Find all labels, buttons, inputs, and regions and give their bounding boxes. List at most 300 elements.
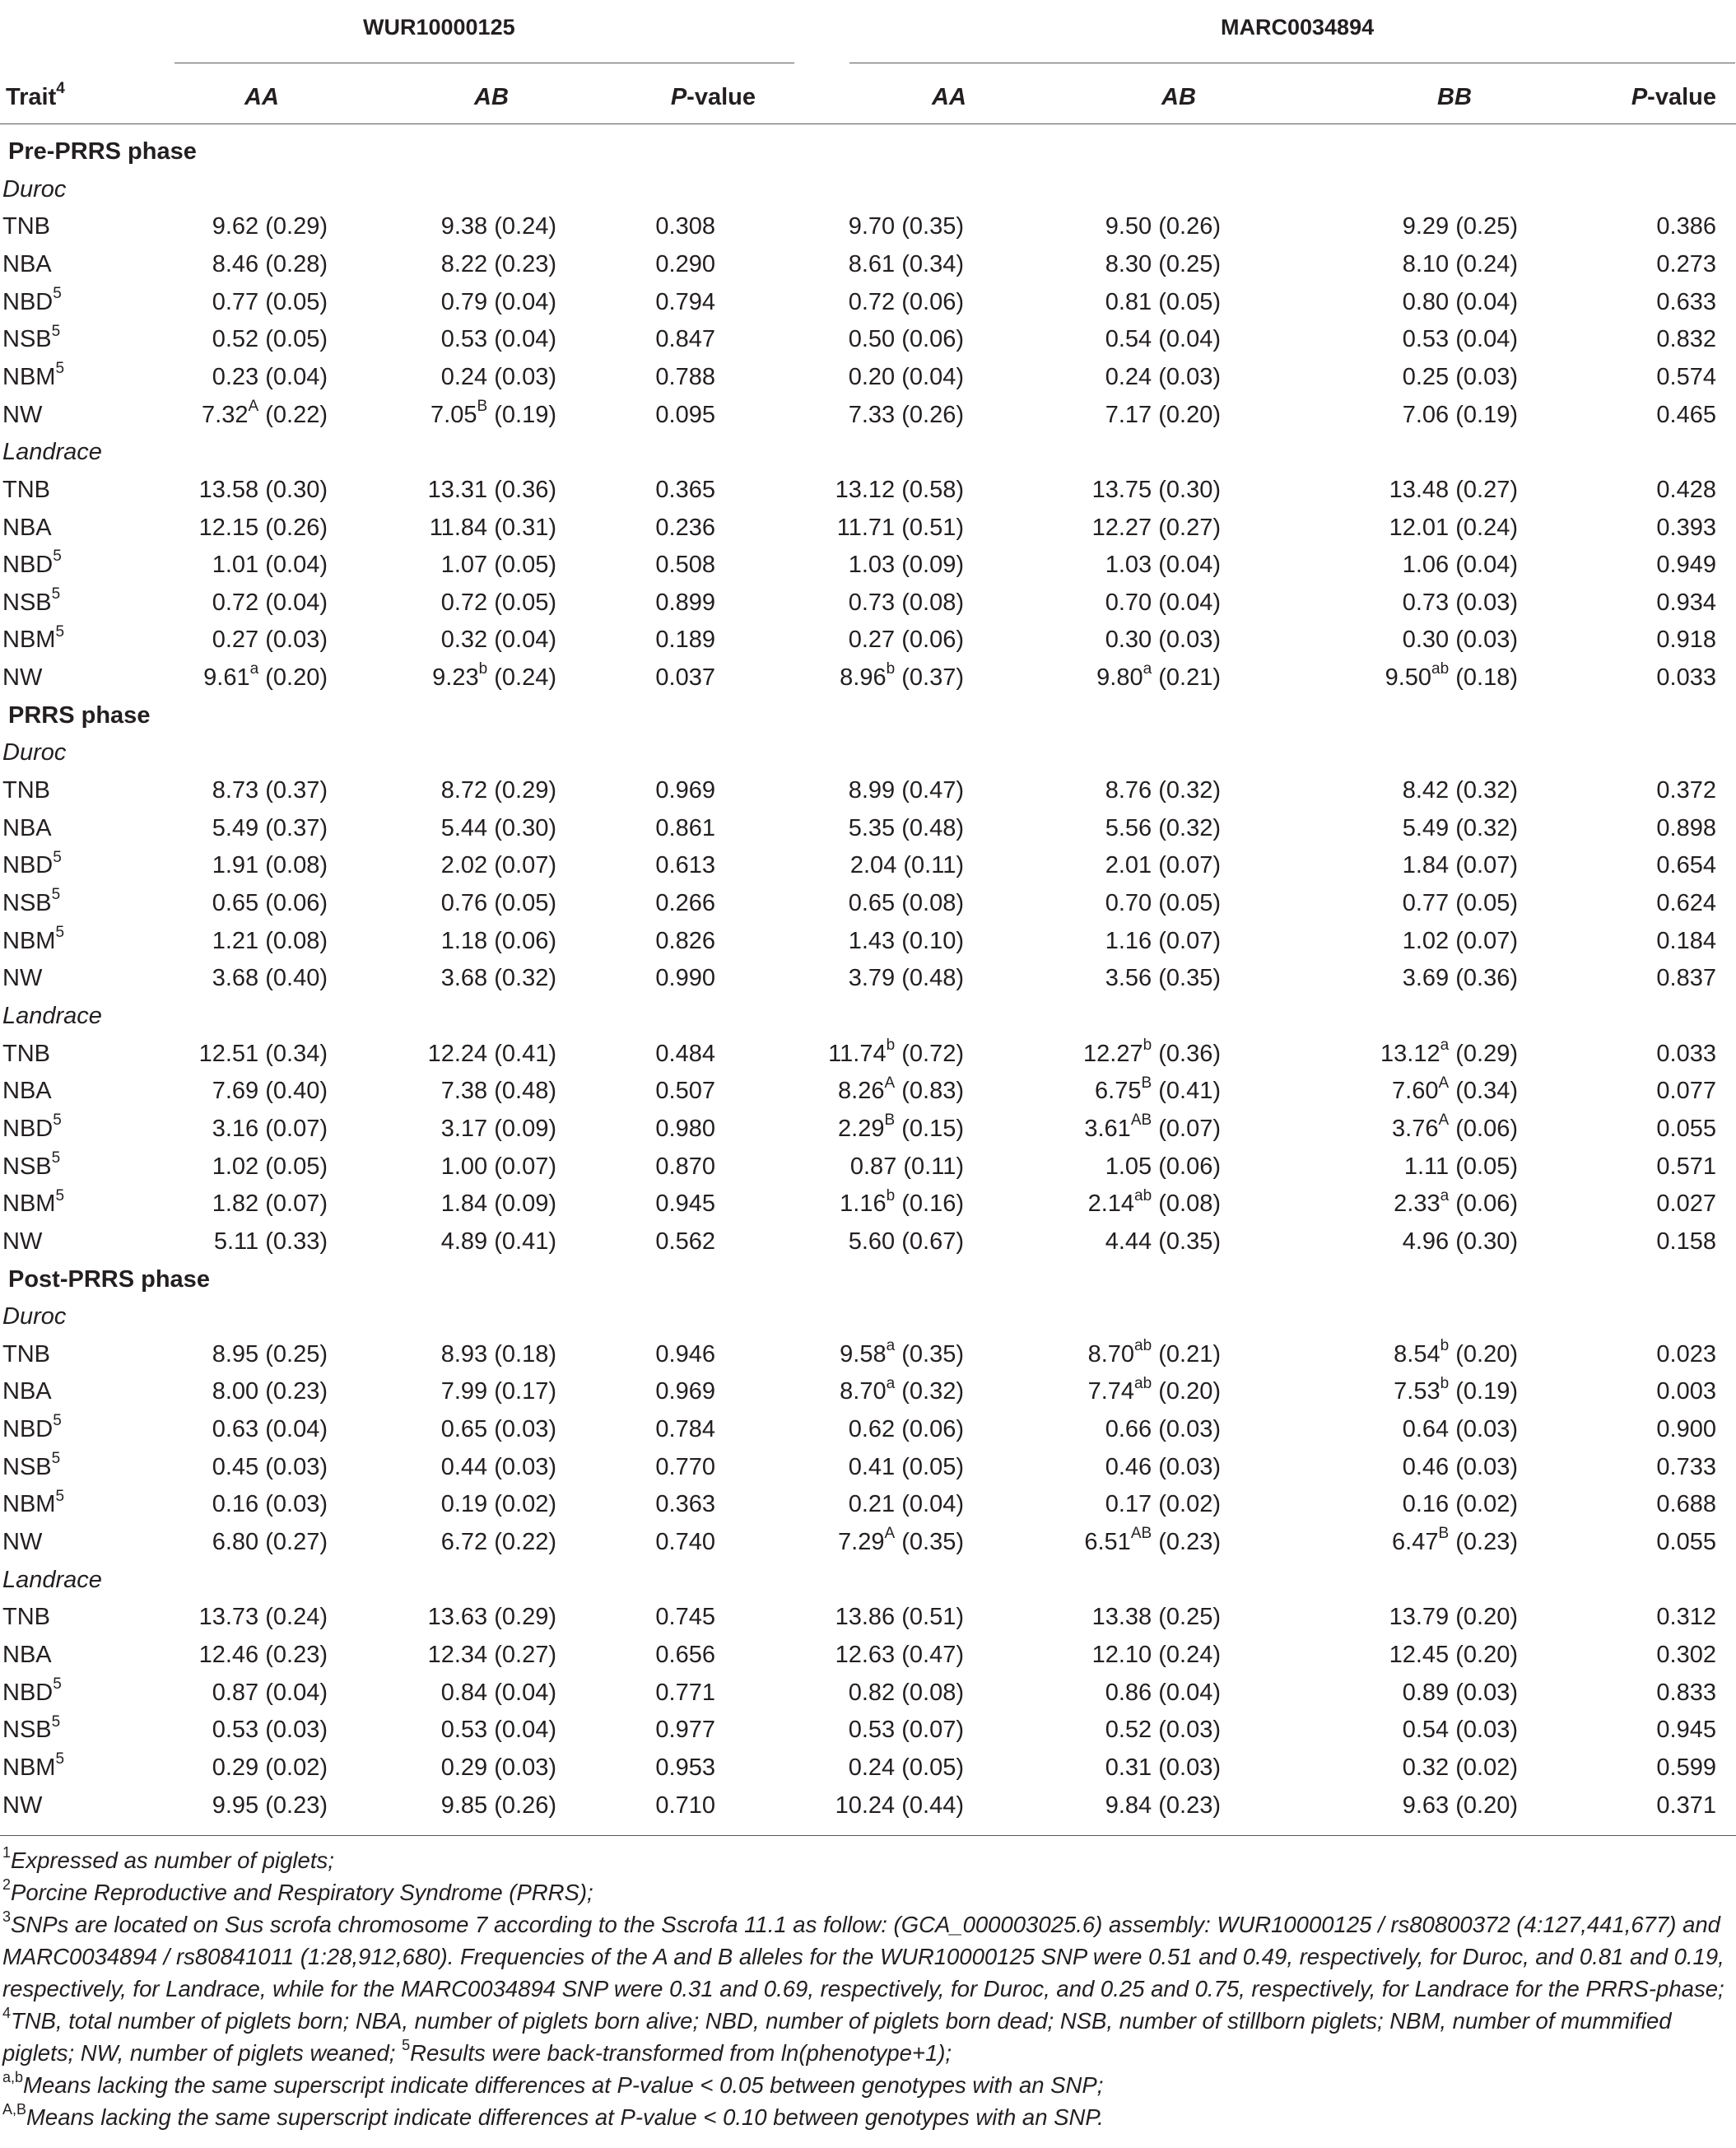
breed-row bbox=[0, 1561, 1736, 1599]
trait-cell bbox=[2, 1485, 64, 1523]
standard-error: (0.04) bbox=[1152, 552, 1221, 579]
mean-value: 0.365 bbox=[655, 476, 715, 503]
footnote-marker: 5 bbox=[402, 2036, 411, 2053]
value-cell bbox=[1656, 1223, 1716, 1260]
trait-cell bbox=[2, 509, 52, 547]
mean-value: 0.953 bbox=[655, 1754, 715, 1781]
mean-value: 0.52 bbox=[212, 326, 259, 353]
mean-value: 4.96 bbox=[1402, 1228, 1450, 1255]
mean-value: 11.71 bbox=[836, 514, 896, 541]
standard-error: (0.03) bbox=[1152, 1717, 1221, 1744]
mean-value: 3.68 bbox=[212, 965, 259, 992]
value-cell bbox=[199, 471, 328, 509]
mean-value: 1.82 bbox=[212, 1190, 259, 1218]
value-cell bbox=[1403, 396, 1518, 434]
value-cell bbox=[212, 1410, 328, 1448]
trait-label: NBD bbox=[2, 288, 54, 315]
value-cell bbox=[655, 1335, 715, 1373]
value-cell bbox=[1656, 1523, 1716, 1561]
trait-label: NSB bbox=[2, 890, 52, 916]
footnotes bbox=[2, 1844, 1731, 2133]
value-cell bbox=[212, 1448, 328, 1486]
value-cell bbox=[655, 659, 715, 697]
trait-sup: 5 bbox=[53, 1412, 62, 1430]
trait-label: NW bbox=[2, 664, 43, 692]
value-cell bbox=[441, 621, 556, 659]
mean-value: 8.10 bbox=[1402, 250, 1450, 277]
mean-value: 4.89 bbox=[440, 1228, 488, 1255]
table-row bbox=[0, 584, 1736, 622]
mean-value: 0.79 bbox=[440, 288, 488, 315]
standard-error: (0.25) bbox=[1449, 213, 1518, 240]
value-cell bbox=[1403, 1410, 1518, 1448]
mean-value: 0.900 bbox=[1656, 1416, 1716, 1443]
mean-value: 8.95 bbox=[212, 1340, 259, 1368]
mean-value: 8.42 bbox=[1402, 777, 1450, 804]
standard-error: (0.05) bbox=[1449, 890, 1518, 916]
mean-value: 13.31 bbox=[427, 476, 488, 503]
value-cell bbox=[835, 1598, 964, 1636]
mean-value: 0.033 bbox=[1656, 664, 1716, 692]
mean-value: 0.27 bbox=[212, 627, 259, 654]
value-cell bbox=[1092, 471, 1221, 509]
trait-header-label: Trait bbox=[6, 84, 57, 110]
value-cell bbox=[1105, 245, 1221, 283]
value-cell bbox=[655, 1372, 715, 1410]
mean-value: 0.20 bbox=[848, 363, 896, 390]
standard-error: (0.04) bbox=[1152, 1679, 1221, 1706]
value-cell bbox=[441, 283, 556, 321]
standard-error: (0.03) bbox=[487, 363, 556, 390]
trait-sup: 5 bbox=[55, 360, 65, 378]
mean-value: 1.43 bbox=[848, 927, 896, 954]
mean-value: 0.654 bbox=[1656, 852, 1716, 879]
mean-value: 3.17 bbox=[440, 1115, 488, 1142]
value-cell bbox=[1392, 1110, 1518, 1148]
value-cell bbox=[1403, 621, 1518, 659]
value-cell bbox=[212, 207, 328, 245]
value-cell bbox=[655, 959, 715, 997]
mean-value: 0.53 bbox=[440, 326, 488, 353]
standard-error: (0.32) bbox=[487, 965, 556, 992]
value-cell bbox=[428, 1035, 556, 1073]
mean-value: 0.189 bbox=[655, 627, 715, 654]
mean-value: 0.24 bbox=[848, 1754, 896, 1781]
value-cell bbox=[431, 396, 556, 434]
standard-error: (0.05) bbox=[487, 589, 556, 616]
value-cell bbox=[850, 846, 964, 884]
mean-value: 8.00 bbox=[212, 1378, 259, 1405]
value-cell bbox=[1403, 884, 1518, 922]
mean-value: 0.624 bbox=[1656, 890, 1716, 916]
mean-value: 13.58 bbox=[198, 476, 259, 503]
mean-value: 0.832 bbox=[1656, 326, 1716, 353]
mean-value: 0.977 bbox=[655, 1717, 715, 1744]
value-cell bbox=[655, 1523, 715, 1561]
trait-cell bbox=[2, 1749, 64, 1787]
value-cell bbox=[1656, 1035, 1716, 1073]
value-cell bbox=[1105, 809, 1221, 847]
mean-value: 7.05 bbox=[431, 401, 477, 428]
standard-error: (0.05) bbox=[258, 326, 328, 353]
mean-value: 0.73 bbox=[848, 589, 896, 616]
standard-error: (0.04) bbox=[258, 1416, 328, 1443]
standard-error: (0.32) bbox=[1449, 777, 1518, 804]
value-cell bbox=[1656, 245, 1716, 283]
value-cell bbox=[1656, 207, 1716, 245]
value-cell bbox=[655, 509, 715, 547]
standard-error: (0.07) bbox=[258, 1115, 328, 1142]
standard-error: (0.05) bbox=[1152, 890, 1221, 916]
trait-sup: 5 bbox=[51, 1712, 61, 1731]
mean-value: 0.969 bbox=[655, 777, 715, 804]
mean-value: 7.38 bbox=[440, 1078, 488, 1105]
standard-error: (0.06) bbox=[1449, 1115, 1518, 1142]
standard-error: (0.51) bbox=[895, 1604, 964, 1631]
significance-letter: B bbox=[1438, 1525, 1450, 1543]
column-header-3: AA bbox=[932, 84, 966, 110]
value-cell bbox=[212, 1110, 328, 1148]
value-cell bbox=[1403, 809, 1518, 847]
standard-error: (0.19) bbox=[487, 401, 556, 428]
mean-value: 5.56 bbox=[1105, 814, 1152, 841]
snp-header-marc0034894: MARC0034894 bbox=[1221, 15, 1375, 40]
value-cell bbox=[838, 1110, 964, 1148]
standard-error: (0.09) bbox=[487, 1190, 556, 1218]
trait-cell bbox=[2, 659, 42, 697]
mean-value: 0.055 bbox=[1656, 1115, 1716, 1142]
value-cell bbox=[1403, 1674, 1518, 1712]
footnote-marker: A,B bbox=[2, 2100, 27, 2118]
significance-letter: ab bbox=[1134, 1374, 1152, 1392]
value-cell bbox=[1105, 1148, 1221, 1186]
value-cell bbox=[441, 1749, 556, 1787]
value-cell bbox=[850, 1148, 964, 1186]
bottom-rule bbox=[0, 1835, 1736, 1836]
standard-error: (0.06) bbox=[1152, 1153, 1221, 1180]
standard-error: (0.26) bbox=[895, 401, 964, 428]
mean-value: 0.45 bbox=[212, 1453, 259, 1480]
table-row bbox=[0, 1636, 1736, 1674]
value-cell bbox=[212, 922, 328, 960]
trait-label: NBA bbox=[2, 514, 52, 541]
standard-error: (0.18) bbox=[487, 1340, 556, 1368]
trait-cell bbox=[2, 1523, 42, 1561]
standard-error: (0.23) bbox=[258, 1792, 328, 1819]
value-cell bbox=[1096, 659, 1221, 697]
value-cell bbox=[835, 471, 964, 509]
mean-value: 1.16 bbox=[1105, 927, 1152, 954]
mean-value: 5.44 bbox=[440, 814, 488, 841]
trait-cell bbox=[2, 1674, 62, 1712]
table-row bbox=[0, 771, 1736, 809]
trait-cell bbox=[2, 1711, 60, 1749]
mean-value: 0.371 bbox=[1656, 1792, 1716, 1819]
value-cell bbox=[212, 546, 328, 584]
value-cell bbox=[849, 245, 964, 283]
trait-sup: 5 bbox=[53, 848, 62, 866]
value-cell bbox=[1403, 584, 1518, 622]
value-cell bbox=[441, 546, 556, 584]
breed-row bbox=[0, 433, 1736, 471]
value-cell bbox=[655, 320, 715, 358]
mean-value: 0.740 bbox=[655, 1529, 715, 1556]
table-row bbox=[0, 471, 1736, 509]
mean-value: 1.84 bbox=[440, 1190, 488, 1218]
value-cell bbox=[212, 1148, 328, 1186]
value-cell bbox=[1105, 959, 1221, 997]
table-row bbox=[0, 1410, 1736, 1448]
value-cell bbox=[849, 922, 964, 960]
standard-error: (0.02) bbox=[258, 1754, 328, 1781]
mean-value: 6.47 bbox=[1392, 1529, 1439, 1556]
mean-value: 5.49 bbox=[212, 814, 259, 841]
value-cell bbox=[655, 471, 715, 509]
mean-value: 4.44 bbox=[1105, 1228, 1152, 1255]
mean-value: 5.49 bbox=[1402, 814, 1450, 841]
mean-value: 12.10 bbox=[1091, 1642, 1152, 1668]
standard-error: (0.25) bbox=[1152, 1604, 1221, 1631]
trait-cell bbox=[2, 846, 62, 884]
value-cell bbox=[1656, 1787, 1716, 1824]
trait-cell bbox=[2, 922, 64, 960]
value-cell bbox=[199, 1636, 328, 1674]
mean-value: 13.63 bbox=[427, 1604, 488, 1631]
value-cell bbox=[441, 1674, 556, 1712]
trait-cell bbox=[2, 207, 50, 245]
value-cell bbox=[441, 358, 556, 396]
standard-error: (0.03) bbox=[1449, 1416, 1518, 1443]
mean-value: 1.03 bbox=[1105, 552, 1152, 579]
trait-sup: 5 bbox=[55, 923, 65, 941]
mean-value: 8.93 bbox=[440, 1340, 488, 1368]
value-cell bbox=[655, 1410, 715, 1448]
standard-error: (0.26) bbox=[258, 514, 328, 541]
standard-error: (0.32) bbox=[895, 1378, 964, 1405]
mean-value: 0.571 bbox=[1656, 1153, 1716, 1180]
mean-value: 6.51 bbox=[1084, 1529, 1131, 1556]
table-row bbox=[0, 1523, 1736, 1561]
mean-value: 0.73 bbox=[1402, 589, 1450, 616]
trait-header bbox=[6, 82, 65, 112]
mean-value: 12.15 bbox=[198, 514, 259, 541]
value-cell bbox=[199, 509, 328, 547]
mean-value: 0.613 bbox=[655, 852, 715, 879]
table-row bbox=[0, 922, 1736, 960]
trait-sup: 5 bbox=[51, 585, 61, 603]
mean-value: 0.870 bbox=[655, 1153, 715, 1180]
phase-row bbox=[0, 133, 1736, 170]
value-cell bbox=[212, 245, 328, 283]
significance-letter: A bbox=[248, 397, 259, 415]
trait-cell bbox=[2, 621, 64, 659]
mean-value: 0.826 bbox=[655, 927, 715, 954]
standard-error: (0.08) bbox=[895, 890, 964, 916]
trait-cell bbox=[2, 1787, 42, 1824]
standard-error: (0.36) bbox=[1449, 965, 1518, 992]
footnote-marker: 4 bbox=[2, 2004, 12, 2021]
mean-value: 0.934 bbox=[1656, 589, 1716, 616]
standard-error: (0.03) bbox=[1449, 627, 1518, 654]
phase-row bbox=[0, 697, 1736, 734]
mean-value: 0.72 bbox=[440, 589, 488, 616]
value-cell bbox=[441, 1148, 556, 1186]
significance-letter: B bbox=[477, 397, 488, 415]
mean-value: 8.73 bbox=[212, 777, 259, 804]
value-cell bbox=[1656, 584, 1716, 622]
value-cell bbox=[441, 1711, 556, 1749]
standard-error: (0.07) bbox=[1449, 927, 1518, 954]
value-cell bbox=[432, 659, 556, 697]
value-cell bbox=[1389, 1636, 1518, 1674]
value-cell bbox=[428, 1636, 556, 1674]
mean-value: 0.898 bbox=[1656, 814, 1716, 841]
value-cell bbox=[849, 320, 964, 358]
value-cell bbox=[441, 1335, 556, 1373]
trait-label: NBD bbox=[2, 1679, 54, 1706]
mean-value: 8.46 bbox=[212, 250, 259, 277]
value-cell bbox=[212, 771, 328, 809]
standard-error: (0.48) bbox=[895, 814, 964, 841]
value-cell bbox=[1656, 1749, 1716, 1787]
value-cell bbox=[441, 771, 556, 809]
value-cell bbox=[1656, 1448, 1716, 1486]
trait-label: NBA bbox=[2, 1078, 52, 1105]
trait-cell bbox=[2, 1448, 60, 1486]
mean-value: 12.27 bbox=[1083, 1040, 1143, 1067]
standard-error: (0.29) bbox=[258, 213, 328, 240]
value-cell bbox=[1105, 546, 1221, 584]
mean-value: 0.65 bbox=[440, 1416, 488, 1443]
value-cell bbox=[1095, 1072, 1221, 1110]
column-header-0: AA bbox=[244, 84, 279, 110]
significance-letter: B bbox=[884, 1111, 896, 1130]
value-cell bbox=[655, 1110, 715, 1148]
value-cell bbox=[1105, 1787, 1221, 1824]
value-cell bbox=[214, 1223, 328, 1260]
value-cell bbox=[212, 846, 328, 884]
mean-value: 0.945 bbox=[1656, 1717, 1716, 1744]
value-cell bbox=[1403, 771, 1518, 809]
value-cell bbox=[840, 1335, 964, 1373]
mean-value: 0.77 bbox=[1402, 890, 1450, 916]
value-cell bbox=[849, 771, 964, 809]
value-cell bbox=[1403, 1711, 1518, 1749]
phase-label: Pre-PRRS phase bbox=[8, 138, 197, 165]
table-row bbox=[0, 1448, 1736, 1486]
value-cell bbox=[1394, 1185, 1518, 1223]
value-cell bbox=[655, 771, 715, 809]
value-cell bbox=[1105, 358, 1221, 396]
standard-error: (0.37) bbox=[258, 777, 328, 804]
standard-error: (0.03) bbox=[1449, 363, 1518, 390]
table-row bbox=[0, 1072, 1736, 1110]
value-cell bbox=[212, 1185, 328, 1223]
value-cell bbox=[849, 1485, 964, 1523]
standard-error: (0.04) bbox=[1152, 589, 1221, 616]
value-cell bbox=[1656, 959, 1716, 997]
mean-value: 0.65 bbox=[212, 890, 259, 916]
trait-cell bbox=[2, 884, 60, 922]
standard-error: (0.23) bbox=[258, 1378, 328, 1405]
trait-label: NW bbox=[2, 401, 43, 428]
value-cell bbox=[655, 846, 715, 884]
value-cell bbox=[212, 283, 328, 321]
table-row bbox=[0, 1372, 1736, 1410]
standard-error: (0.15) bbox=[895, 1115, 964, 1142]
value-cell bbox=[655, 1711, 715, 1749]
mean-value: 2.02 bbox=[440, 852, 488, 879]
standard-error: (0.32) bbox=[1152, 814, 1221, 841]
value-cell bbox=[1392, 1072, 1518, 1110]
mean-value: 6.80 bbox=[212, 1529, 259, 1556]
trait-label: NBD bbox=[2, 552, 54, 579]
mean-value: 0.465 bbox=[1656, 401, 1716, 428]
value-cell bbox=[1656, 1674, 1716, 1712]
value-cell bbox=[1105, 884, 1221, 922]
standard-error: (0.04) bbox=[1449, 326, 1518, 353]
standard-error: (0.03) bbox=[1449, 589, 1518, 616]
value-cell bbox=[849, 621, 964, 659]
significance-letter: a bbox=[1440, 1186, 1450, 1204]
value-cell bbox=[441, 1072, 556, 1110]
breed-label: Landrace bbox=[2, 439, 102, 466]
footnote-4 bbox=[2, 2005, 1731, 2069]
value-cell bbox=[1403, 922, 1518, 960]
standard-error: (0.04) bbox=[487, 1717, 556, 1744]
table-row bbox=[0, 1148, 1736, 1186]
standard-error: (0.19) bbox=[1449, 1378, 1518, 1405]
mean-value: 0.308 bbox=[655, 213, 715, 240]
significance-letter: A bbox=[884, 1074, 896, 1092]
value-cell bbox=[1656, 1110, 1716, 1148]
value-cell bbox=[840, 1185, 964, 1223]
significance-letter: a bbox=[1143, 660, 1152, 678]
value-cell bbox=[212, 1749, 328, 1787]
significance-letter: b bbox=[1440, 1374, 1450, 1392]
mean-value: 0.794 bbox=[655, 288, 715, 315]
standard-error: (0.22) bbox=[487, 1529, 556, 1556]
trait-label: NBM bbox=[2, 927, 56, 954]
standard-error: (0.05) bbox=[895, 1453, 964, 1480]
standard-error: (0.02) bbox=[1152, 1491, 1221, 1518]
footnote-text: Expressed as number of piglets; bbox=[11, 1847, 334, 1873]
mean-value: 0.990 bbox=[655, 965, 715, 992]
phase-label: PRRS phase bbox=[8, 701, 151, 729]
table-row bbox=[0, 1035, 1736, 1073]
value-cell bbox=[1105, 1711, 1221, 1749]
value-cell bbox=[441, 1485, 556, 1523]
standard-error: (0.07) bbox=[487, 852, 556, 879]
mean-value: 0.81 bbox=[1105, 288, 1152, 315]
value-cell bbox=[1403, 546, 1518, 584]
significance-letter: a bbox=[886, 1374, 896, 1392]
standard-error: (0.25) bbox=[258, 1340, 328, 1368]
standard-error: (0.05) bbox=[258, 288, 328, 315]
mean-value: 0.599 bbox=[1656, 1754, 1716, 1781]
value-cell bbox=[1088, 1372, 1221, 1410]
mean-value: 0.53 bbox=[440, 1717, 488, 1744]
value-cell bbox=[655, 396, 715, 434]
trait-label: NSB bbox=[2, 326, 52, 353]
mean-value: 2.04 bbox=[849, 852, 897, 879]
mean-value: 11.84 bbox=[429, 514, 488, 541]
breed-row bbox=[0, 997, 1736, 1035]
value-cell bbox=[441, 959, 556, 997]
mean-value: 1.01 bbox=[212, 552, 259, 579]
value-cell bbox=[1394, 1335, 1518, 1373]
value-cell bbox=[849, 584, 964, 622]
